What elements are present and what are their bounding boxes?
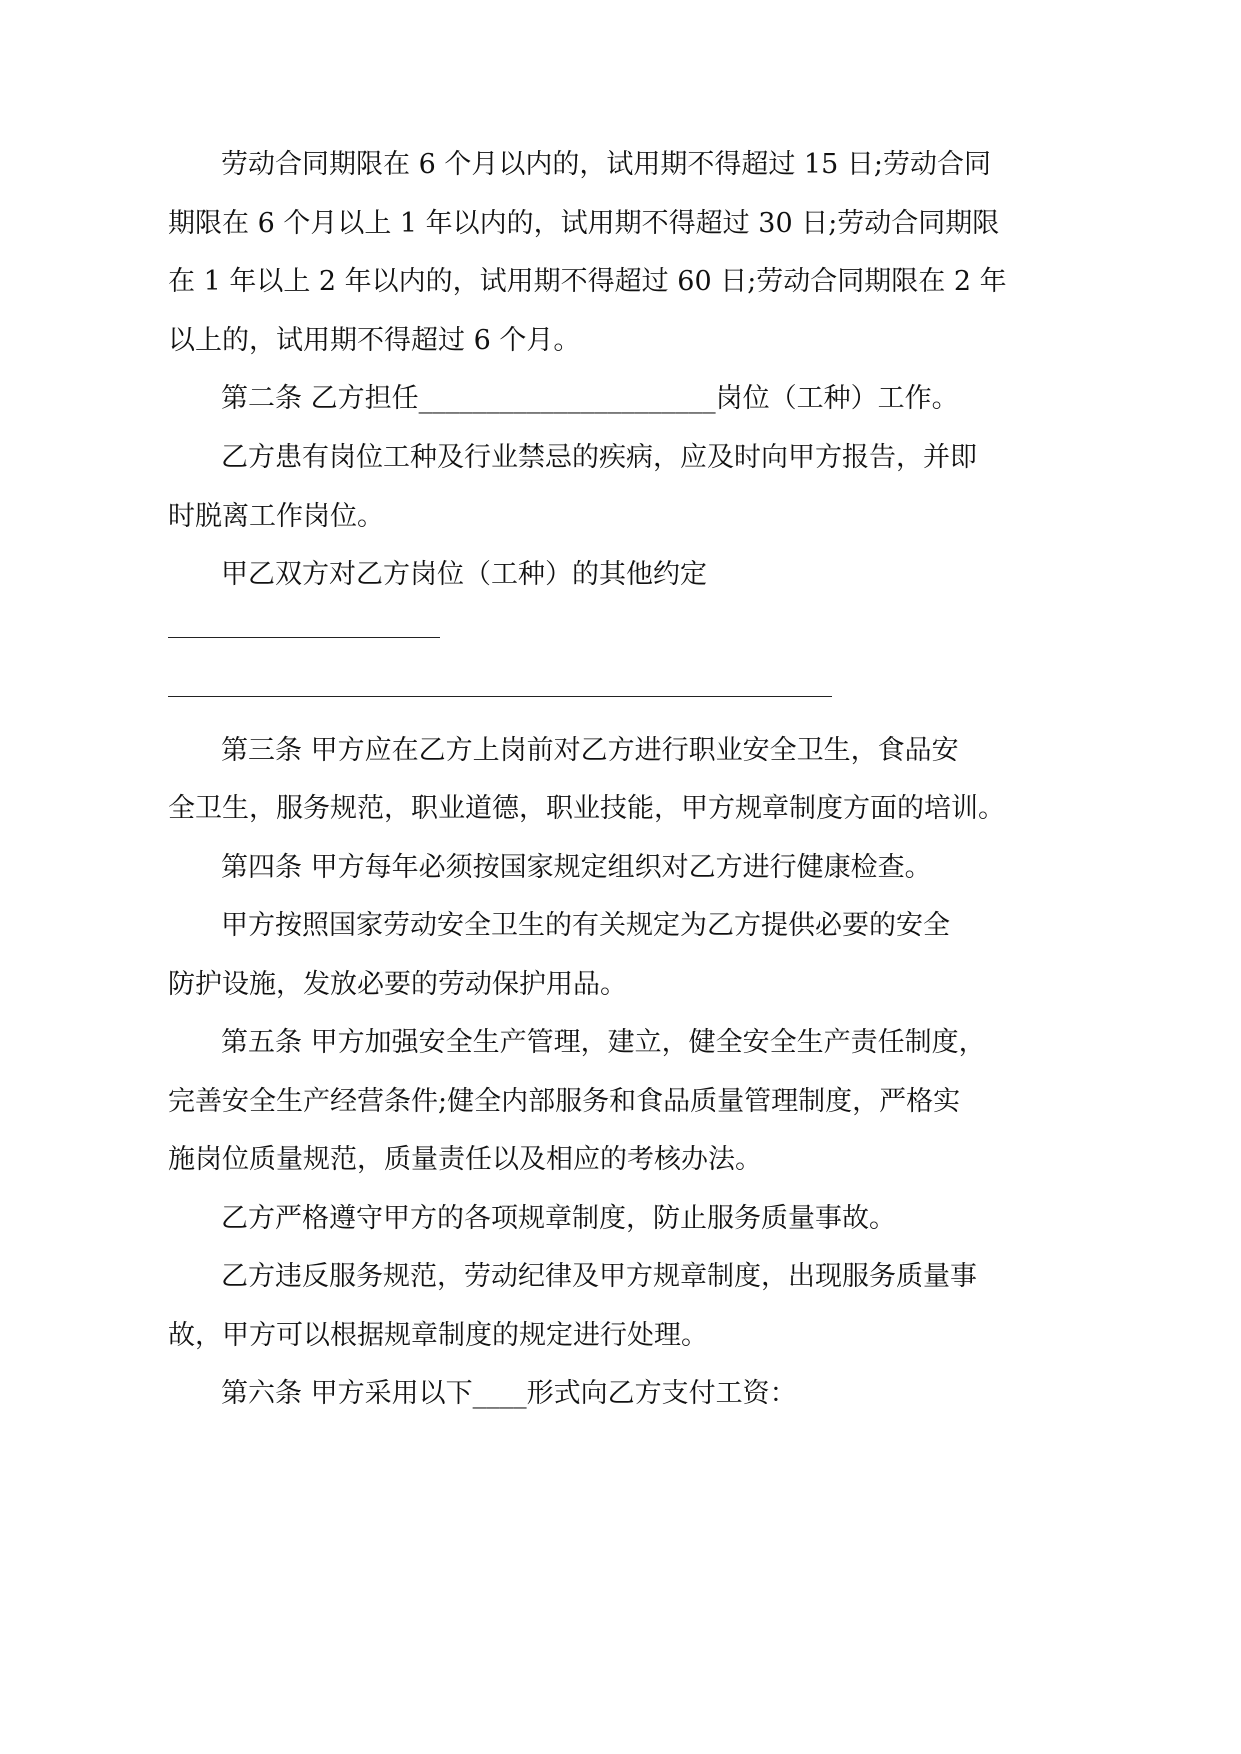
paragraph-line: 乙方患有岗位工种及行业禁忌的疾病，应及时向甲方报告，并即 [221,442,977,473]
paragraph-line: 防护设施，发放必要的劳动保护用品。 [168,969,627,1000]
fill-in-blank-line [168,696,832,697]
fill-in-blank-line [168,637,440,638]
paragraph-line: 甲乙双方对乙方岗位（工种）的其他约定 [221,559,707,590]
article-3-heading-line: 第三条 甲方应在乙方上岗前对乙方进行职业安全卫生，食品安 [221,735,959,766]
paragraph-line: 施岗位质量规范，质量责任以及相应的考核办法。 [168,1144,762,1175]
article-4-heading-line: 第四条 甲方每年必须按国家规定组织对乙方进行健康检查。 [221,852,932,883]
paragraph-line: 乙方违反服务规范，劳动纪律及甲方规章制度，出现服务质量事 [221,1261,977,1292]
article-2-heading-line: 第二条 乙方担任______________________岗位（工种）工作。 [221,383,959,414]
paragraph-line: 时脱离工作岗位。 [168,501,384,532]
paragraph-line: 在 1 年以上 2 年以内的，试用期不得超过 60 日;劳动合同期限在 2 年 [168,266,1007,297]
article-6-heading-line: 第六条 甲方采用以下____形式向乙方支付工资： [221,1378,797,1409]
paragraph-line: 故，甲方可以根据规章制度的规定进行处理。 [168,1320,708,1351]
paragraph-line: 乙方严格遵守甲方的各项规章制度，防止服务质量事故。 [221,1203,896,1234]
paragraph-line: 完善安全生产经营条件;健全内部服务和食品质量管理制度，严格实 [168,1086,961,1117]
article-5-heading-line: 第五条 甲方加强安全生产管理，建立，健全安全生产责任制度， [221,1027,986,1058]
paragraph-line: 甲方按照国家劳动安全卫生的有关规定为乙方提供必要的安全 [221,910,950,941]
paragraph-line: 劳动合同期限在 6 个月以内的，试用期不得超过 15 日;劳动合同 [221,149,991,180]
paragraph-line: 以上的，试用期不得超过 6 个月。 [168,325,581,356]
paragraph-line: 期限在 6 个月以上 1 年以内的，试用期不得超过 30 日;劳动合同期限 [168,208,1000,239]
paragraph-line: 全卫生，服务规范，职业道德，职业技能，甲方规章制度方面的培训。 [168,793,1005,824]
